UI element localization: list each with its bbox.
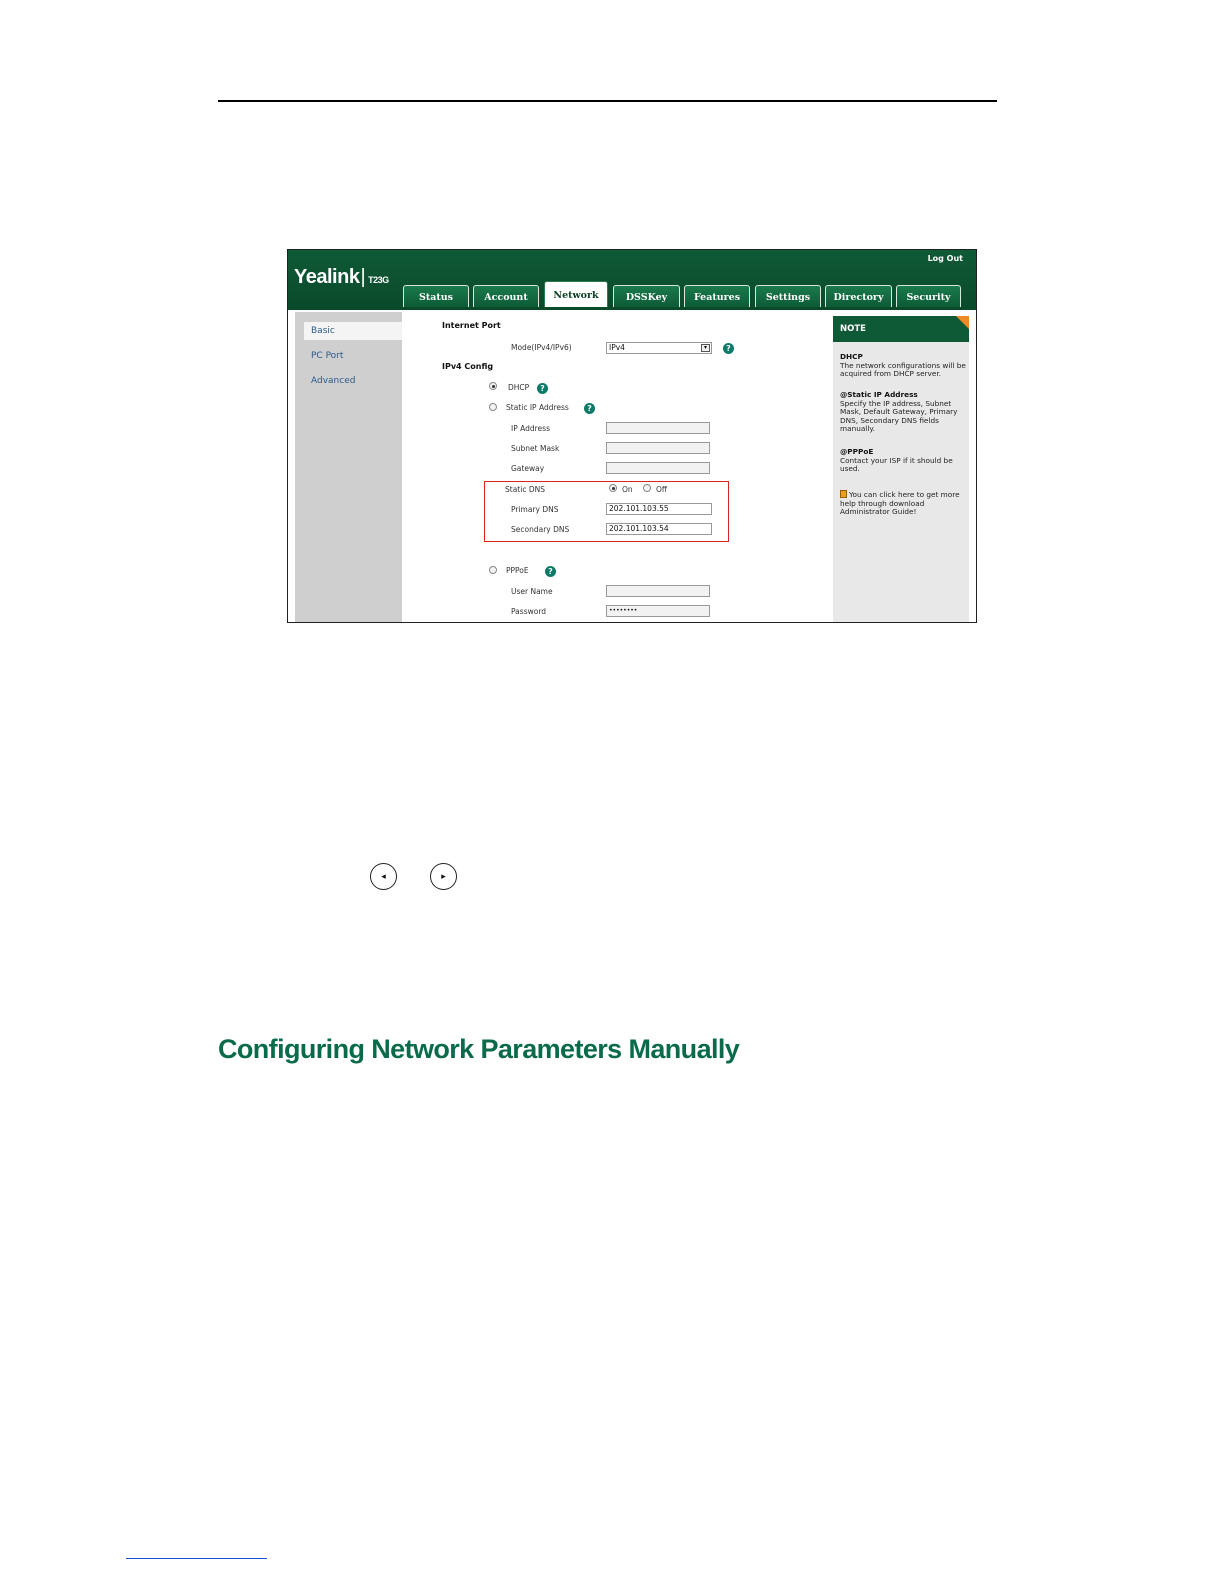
section-heading: Configuring Network Parameters Manually [218,1034,740,1064]
footnote-rule [126,1558,267,1559]
pppoe-label: PPPoE [506,566,529,575]
password-value: •••••••• [609,607,638,614]
dhcp-label: DHCP [508,383,530,392]
tab-features[interactable]: Features [684,285,750,308]
note-dhcp: DHCP The network configurations will be acquired from DHCP server. [840,352,966,379]
password-label: Password [511,607,547,616]
header-rule [218,100,997,102]
ip-address-label: IP Address [511,424,550,433]
sidebar-item-pc-port[interactable]: PC Port [311,351,344,361]
gateway-label: Gateway [511,464,545,473]
ui-header [288,250,976,308]
tab-security[interactable]: Security [896,285,961,308]
user-name-field[interactable] [606,585,710,597]
static-ip-label: Static IP Address [506,403,569,412]
ipv4-config-heading: IPv4 Config [442,362,494,371]
chevron-down-icon: ▾ [701,344,710,352]
static-ip-radio[interactable] [489,403,497,411]
tab-underline [288,307,976,310]
right-key-icon: ▸ [430,863,457,890]
left-key-icon: ◂ [370,863,397,890]
highlight-box [484,481,729,542]
note-pppoe: @PPPoE Contact your ISP if it should be used. [840,447,953,474]
secondary-dns-label: Secondary DNS [511,525,570,534]
secondary-dns-field[interactable]: 202.101.103.54 [606,523,712,535]
note-panel [833,316,969,623]
internet-port-heading: Internet Port [442,321,501,330]
primary-dns-label: Primary DNS [511,505,559,514]
dhcp-radio[interactable] [489,382,497,390]
static-dns-label: Static DNS [505,485,545,494]
mode-label: Mode(IPv4/IPv6) [511,343,572,352]
help-icon[interactable]: ? [584,403,595,414]
sidebar-item-basic[interactable]: Basic [311,326,335,336]
note-title: NOTE [833,316,969,342]
sidebar-item-advanced[interactable]: Advanced [311,376,356,386]
help-icon[interactable]: ? [537,383,548,394]
user-name-label: User Name [511,587,553,596]
note-static: @Static IP Address Specify the IP address, Subnet Mask, Default Gateway, Primary DNS, Secondary DNS fields manually. [840,390,958,434]
gateway-field[interactable] [606,462,710,474]
logout-link[interactable]: Log Out [927,254,963,263]
tab-dsskey[interactable]: DSSKey [613,285,680,308]
settings-form [402,312,832,623]
help-icon[interactable]: ? [545,566,556,577]
tab-settings[interactable]: Settings [755,285,821,308]
ip-address-field[interactable] [606,422,710,434]
mode-select[interactable] [606,342,712,354]
password-field[interactable] [606,605,710,617]
help-icon[interactable]: ? [723,343,734,354]
mode-select-value: IPv4 [609,343,625,352]
static-dns-on-label: On [622,485,633,494]
sidebar [295,312,402,623]
book-icon [840,490,847,498]
static-dns-off-label: Off [656,485,668,494]
web-ui-screenshot [287,249,977,623]
tab-directory[interactable]: Directory [825,285,892,308]
tab-account[interactable]: Account [473,285,539,308]
pppoe-radio[interactable] [489,566,497,574]
note-help-link[interactable]: You can click here to get more help through download Administrator Guide! [840,490,960,517]
yealink-logo: Yealink| T23G [294,266,389,288]
tab-status[interactable]: Status [403,285,469,308]
subnet-mask-field[interactable] [606,442,710,454]
tab-network[interactable]: Network [544,281,608,309]
corner-fold-icon [956,316,969,329]
primary-dns-field[interactable]: 202.101.103.55 [606,503,712,515]
subnet-mask-label: Subnet Mask [511,444,560,453]
